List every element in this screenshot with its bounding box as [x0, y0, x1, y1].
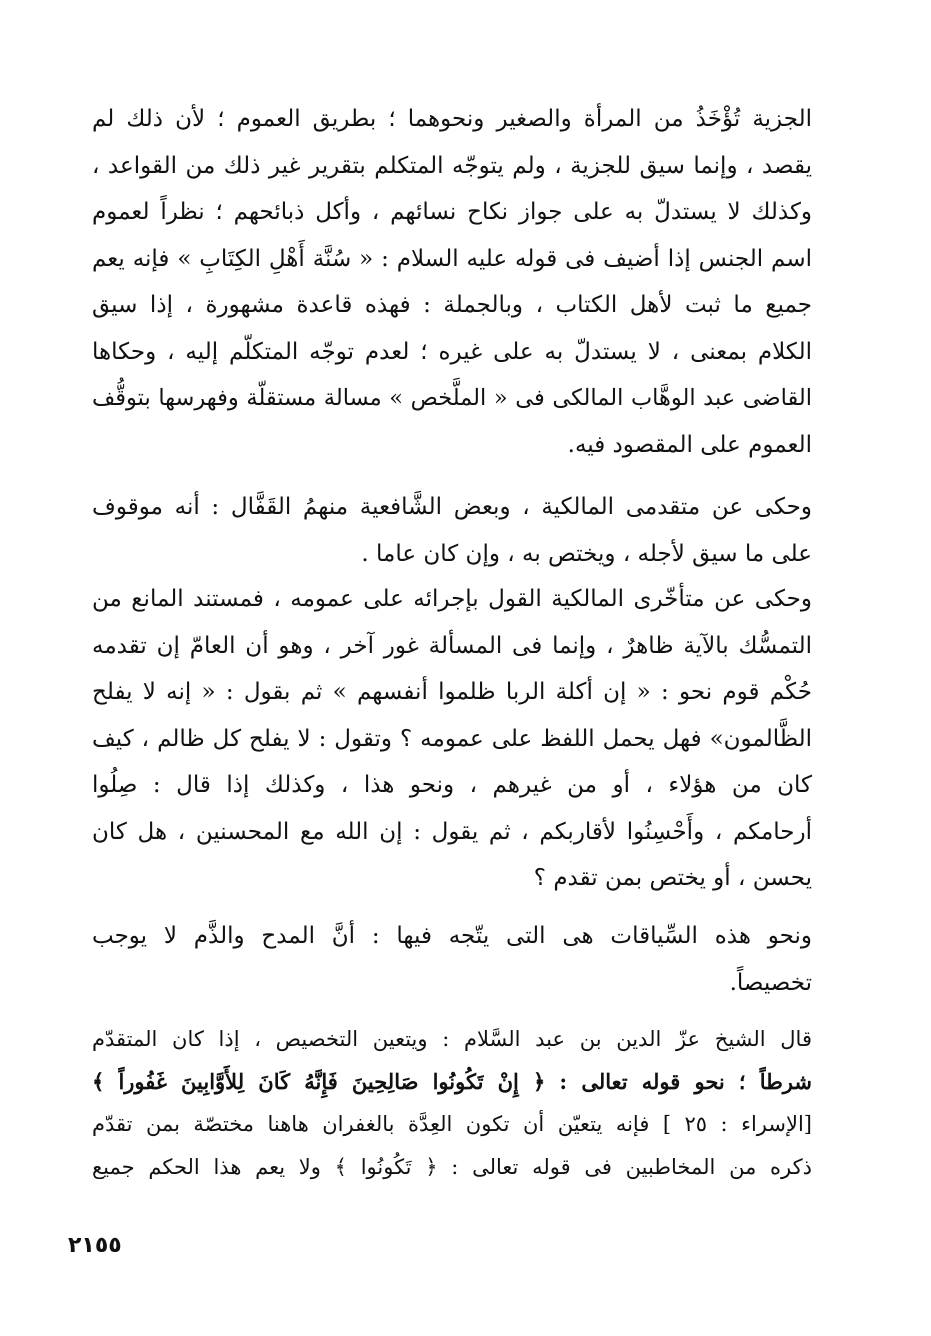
paragraph-line: وكذلك لا يستدلّ به على جواز نكاح نسائهم ، وأكل ذبائحهم ؛ نظراً لعموم: [92, 199, 812, 225]
paragraph-line: الجزية تُؤْخَذُ من المرأة والصغير ونحوهما ؛ بطريق العموم ؛ لأن ذلك لم: [92, 106, 812, 132]
paragraph-1: [92, 96, 812, 468]
paragraph-line: القاضى عبد الوهَّاب المالكى فى « الملَّخص » مسالة مستقلّة وفهرسها بتوقُّف: [92, 385, 812, 411]
paragraph-line: الظَّالمون» فهل يحمل اللفظ على عمومه ؟ وتقول : لا يفلح كل ظالم ، كيف: [92, 725, 812, 752]
paragraph-line: تخصيصاً.: [729, 969, 812, 996]
paragraph-5: [92, 1018, 812, 1188]
paragraph-line: ونحو هذه السِّياقات هى التى يتّجه فيها : أنَّ المدح والذَّم لا يوجب: [92, 923, 812, 949]
paragraph-line: وحكى عن متأخّرى المالكية القول بإجرائه على عمومه ، فمستند المانع من: [92, 586, 812, 612]
paragraph-3: [92, 576, 812, 902]
paragraph-line: العموم على المقصود فيه.: [567, 431, 812, 458]
page-number: ٢١٥٥: [68, 1233, 122, 1258]
paragraph-line: ذكره من المخاطبين فى قوله تعالى : ﴿ تَكُونُوا ﴾ ولا يعم هذا الحكم جميع: [92, 1154, 812, 1179]
paragraph-line: يحسن ، أو يختص بمن تقدم ؟: [533, 865, 812, 891]
paragraph-line: اسم الجنس إذا أضيف فى قوله عليه السلام : « سُنَّة أَهْلِ الكِتَابِ » فإنه يعم: [92, 245, 812, 272]
paragraph-line: على ما سيق لأجله ، ويختص به ، وإن كان عاما .: [361, 540, 812, 567]
paragraph-line: قال الشيخ عزّ الدين بن عبد السَّلام : ويتعين التخصيص ، إذا كان المتقدّم: [92, 1027, 812, 1051]
paragraph-line: يقصد ، وإنما سيق للجزية ، ولم يتوجّه المتكلم بتقرير غير ذلك من القواعد ،: [92, 152, 812, 179]
paragraph-line: الكلام بمعنى ، لا يستدلّ به على غيره ؛ لعدم توجّه المتكلّم إليه ، وحكاها: [92, 338, 812, 365]
paragraph-line: التمسُّك بالآية ظاهرٌ ، وإنما فى المسألة غور آخر ، وهو أن العامّ إن تقدمه: [92, 632, 812, 659]
paragraph-line: أرحامكم ، وأَحْسِنُوا لأقاربكم ، ثم يقول : إن الله مع المحسنين ، هل كان: [92, 818, 812, 845]
paragraph-line: [الإسراء : ٢٥ ] فإنه يتعيّن أن تكون العِدَّة بالغفران هاهنا مختصّة بمن تقدّم: [92, 1112, 812, 1136]
paragraph-4: [92, 913, 812, 1006]
paragraph-line: حُكْم قوم نحو : « إن أكلة الربا ظلموا أنفسهم » ثم بقول : « إنه لا يفلح: [92, 679, 812, 705]
paragraph-2: [92, 484, 812, 577]
quran-verse-line: شرطاً ؛ نحو قوله تعالى : ﴿ إِنْ تَكُونُوا صَالِحِينَ فَإِنَّهُ كَانَ لِلأَوَّابِينَ غَفُوراً ﴾: [92, 1068, 812, 1094]
paragraph-line: جميع ما ثبت لأهل الكتاب ، وبالجملة : فهذه قاعدة مشهورة ، إذا سيق: [92, 292, 812, 318]
paragraph-line: وحكى عن متقدمى المالكية ، وبعض الشَّافعية منهمُ القَفَّال : أنه موقوف: [92, 494, 812, 520]
paragraph-line: كان من هؤلاء ، أو من غيرهم ، ونحو هذا ، وكذلك إذا قال : صِلُوا: [92, 772, 812, 798]
